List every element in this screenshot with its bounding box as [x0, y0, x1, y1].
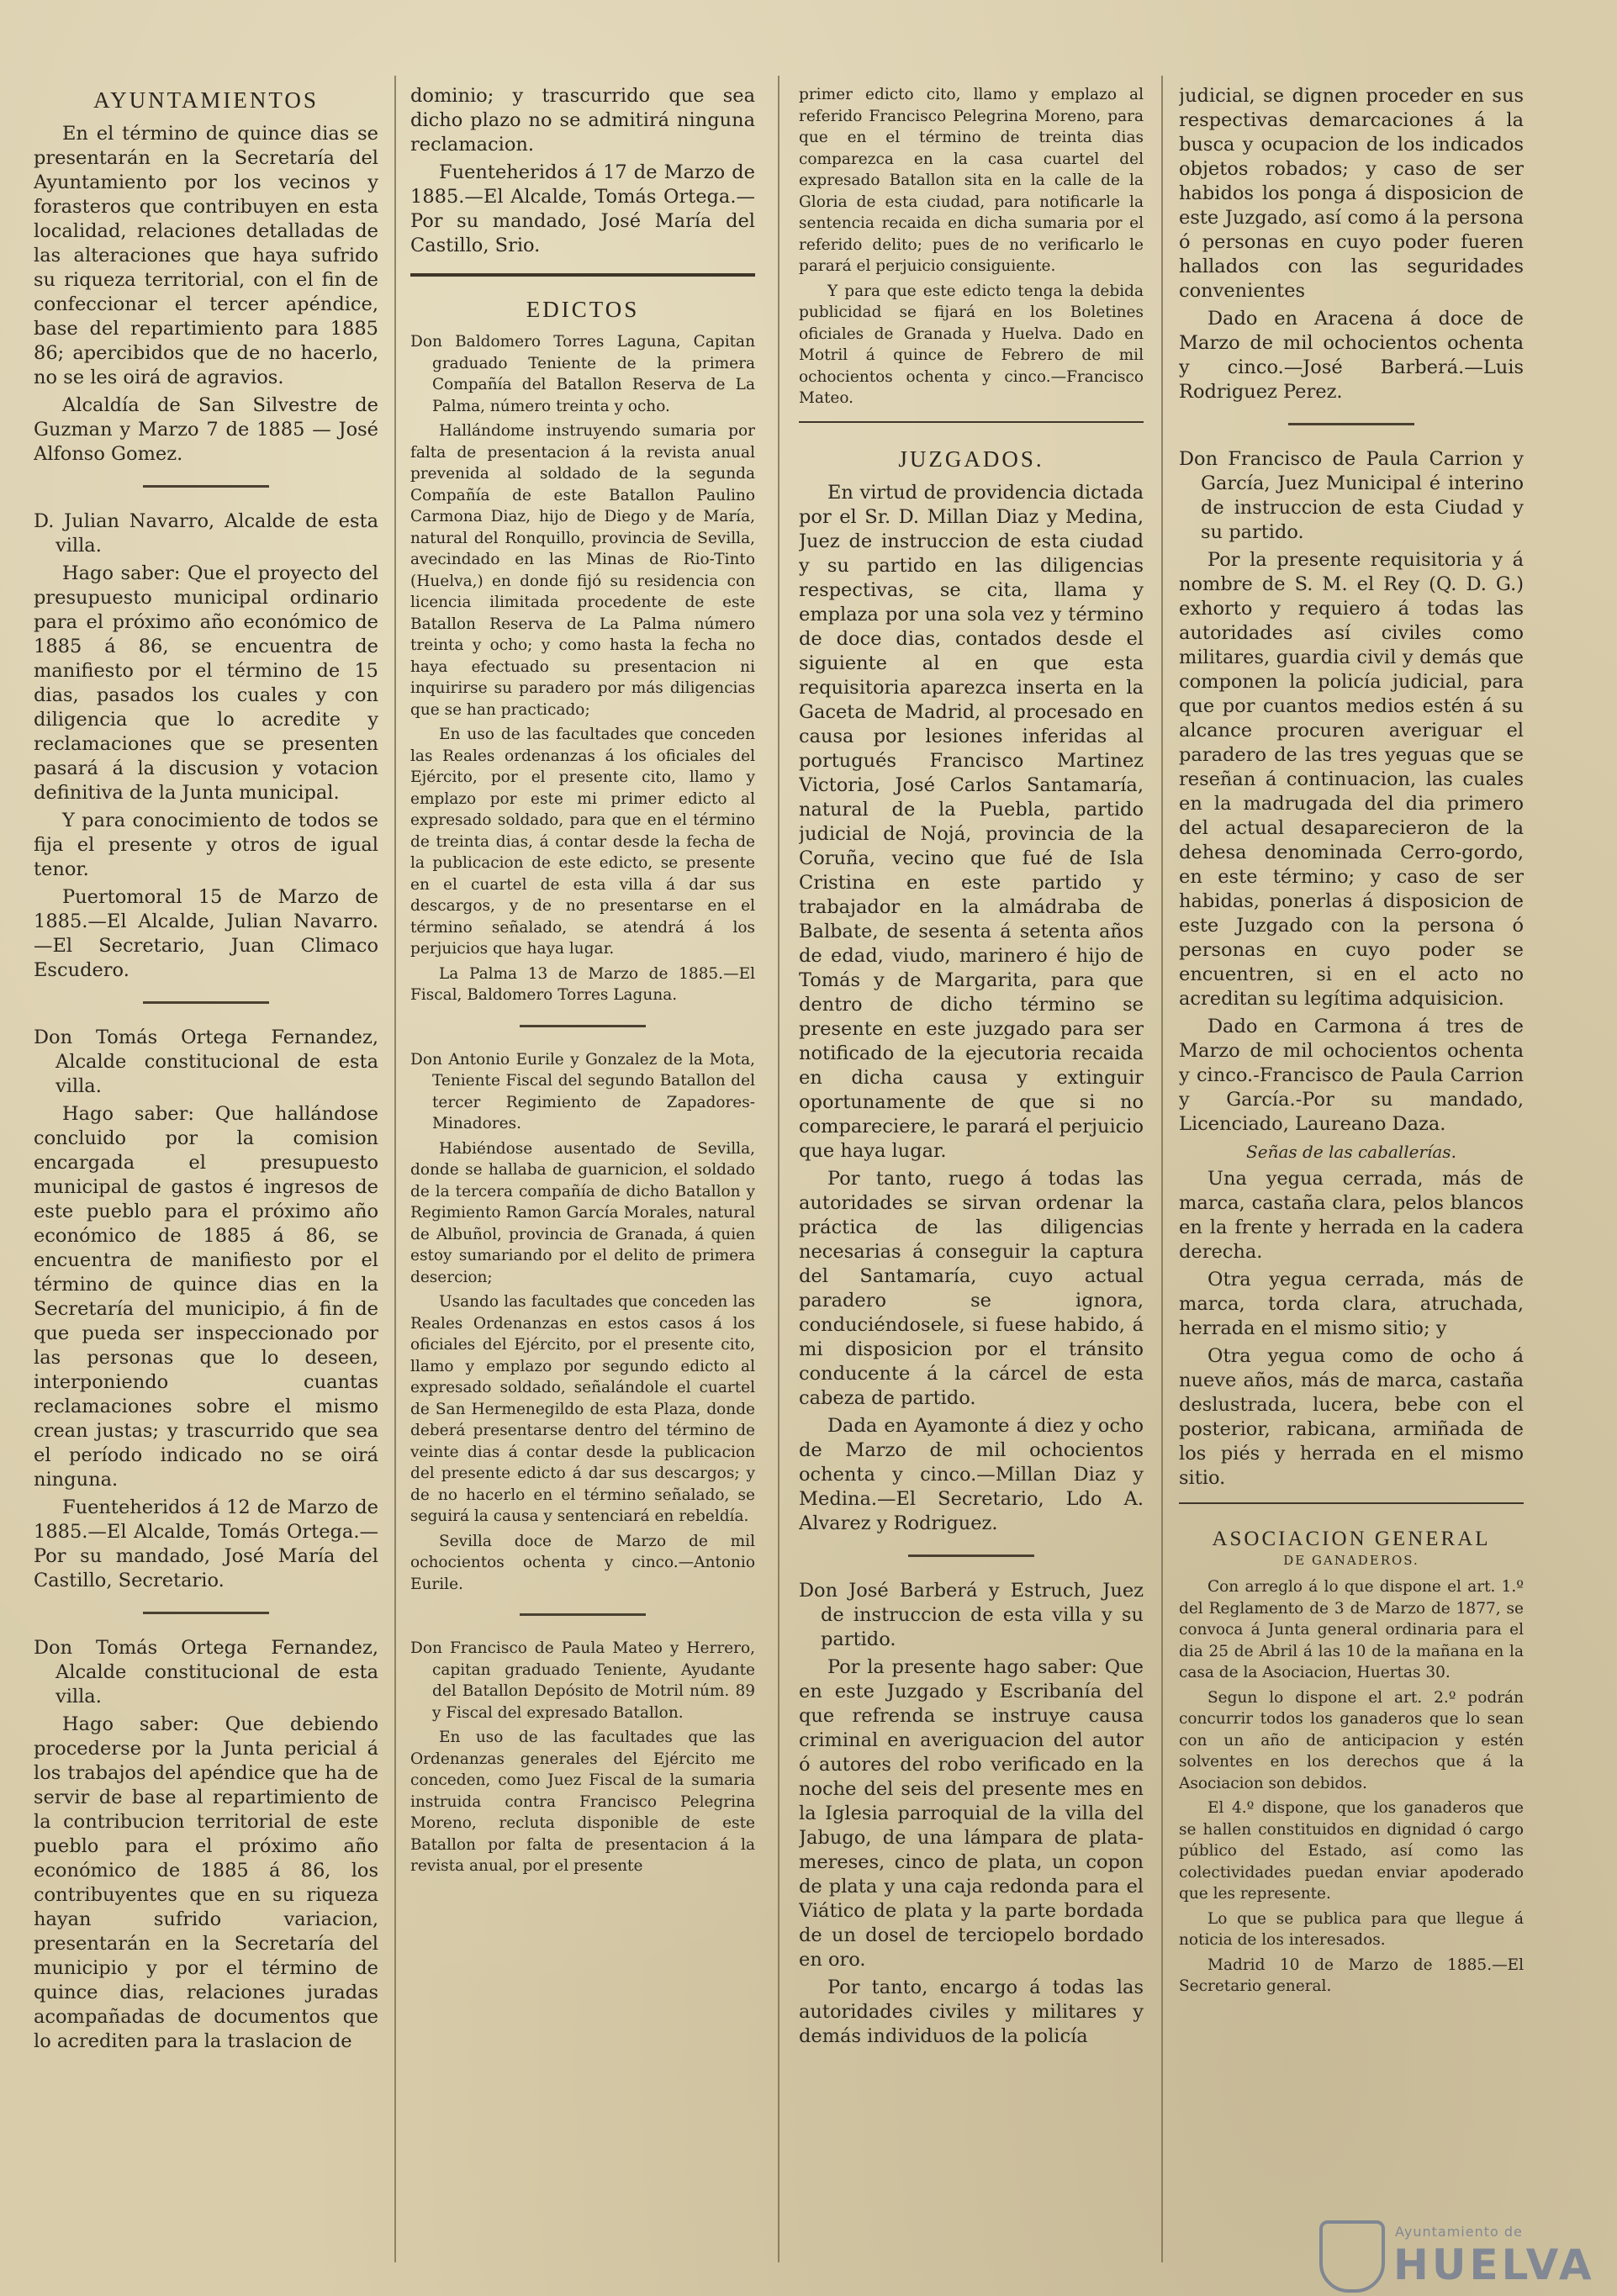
separator — [143, 485, 269, 488]
notice-heading: Don Tomás Ortega Fernandez, Alcalde constitucional de esta villa. — [34, 1637, 378, 1707]
paragraph: judicial, se dignen proceder en sus respectivas demarcaciones á la busca y ocupacion de los indicados objetos robados; y caso de ser habidos los ponga á disposicion de este Juzgado, así como á la persona ó personas en cuyo poder fueren hallados con las seguridades convenientes — [1179, 85, 1524, 302]
watermark-line: Ayuntamiento de — [1395, 2224, 1523, 2240]
paragraph: Habiéndose ausentado de Sevilla, donde se hallaba de guarnicion, el soldado de la tercera compañía de dicho Batallon y Regimiento Ramon García Morales, natural de Albuñol, provincia de Granada, á quien estoy sumariando por el delito de primera desercion; — [410, 1139, 755, 1286]
paragraph: Por la presente hago saber: Que en este Juzgado y Escribanía del que refrenda se instruye causa criminal en averiguacion del autor ó autores del robo verificado en la noche del seis del presente mes en la Iglesia parroquial de la villa del Jabugo, de una lámpara de plata-mereses, cinco de plata, un copon de plata y una caja redonda para el Viático de plata y la parte bordada de un dosel de terciopelo bordado en oro. — [799, 1655, 1144, 1971]
paragraph: Por tanto, ruego á todas las autoridades se sirvan ordenar la práctica de las diligencias necesarias á conseguir la captura del Santamaría, cuyo actual paradero se ignora, conduciéndosele, si fuese habido, á mi disposicion por el tránsito conducente á la cárcel de esta cabeza de partido. — [799, 1167, 1144, 1409]
paragraph: El 4.º dispone, que los ganaderos que se hallen constituidos en dignidad ó cargo público del Estado, así como las colectividades puedan enviar apoderado que les represente. — [1179, 1799, 1524, 1903]
column-rule — [778, 76, 779, 2262]
notice-heading: Don Tomás Ortega Fernandez, Alcalde constitucional de esta villa. — [34, 1027, 378, 1097]
paragraph: Por la presente requisitoria y á nombre de S. M. el Rey (Q. D. G.) exhorto y requiero á todas las autoridades así civiles como militares, guardia civil y demás que componen la policía judicial, para que por cuantos medios estén á su alcance procuren averiguar el paradero de las tres yeguas que se reseñan á continuacion, las cuales en la madrugada del dia primero del actual desaparecieron de la dehesa denominada Cerro-gordo, en este término; y caso de ser habidas, ponerlas á disposicion de este Juzgado con la persona ó personas en cuyo poder se encuentren, si en el acto no acreditan su legítima adquisicion. — [1179, 549, 1524, 1010]
section-rule — [799, 421, 1144, 423]
section-rule — [1179, 1502, 1524, 1504]
separator — [143, 1001, 269, 1004]
section-rule — [410, 273, 755, 277]
paragraph: Una yegua cerrada, más de marca, castaña clara, pelos blancos en la frente y herrada en la cadera derecha. — [1179, 1168, 1524, 1263]
paragraph: Hago saber: Que hallándose concluido por la comision encargada el presupuesto municipal de gastos é ingresos de este pueblo para el próximo año económico de 1885 á 86, se encuentra de manifiesto por el término de quince dias en la Secretaría del municipio, á fin de que pueda ser inspeccionado por las personas que lo deseen, interponiendo cuantas reclamaciones sobre el mismo crean justas; y trascurrido que sea el período indicado no se oirá ninguna. — [34, 1103, 378, 1491]
paragraph: Puertomoral 15 de Marzo de 1885.—El Alcalde, Julian Navarro.—El Secretario, Juan Climaco Escudero. — [34, 886, 378, 981]
edicto-1 — [410, 331, 755, 1006]
section-subheading: DE GANADEROS. — [1283, 1553, 1419, 1568]
paragraph: Hago saber: Que debiendo procederse por la Junta pericial á los trabajos del apéndice que ha de servir de base al repartimiento de la contribucion territorial de este pueblo para el próximo año económico de 1885 á 86, los contribuyentes que en su riqueza hayan sufrido variacion, presentarán en la Secretaría del municipio y por el término de quince dias, relaciones juradas acompañadas de documentos que lo acrediten para la traslacion de — [34, 1713, 378, 2052]
paragraph: Sevilla doce de Marzo de mil ochocientos ochenta y cinco.—Antonio Eurile. — [410, 1532, 755, 1593]
section-heading-asociacion: ASOCIACION GENERAL — [1212, 1528, 1491, 1550]
paragraph: Dado en Aracena á doce de Marzo de mil ochocientos ochenta y cinco.—José Barberá.—Luis Rodriguez Perez. — [1179, 308, 1524, 403]
notice-heading: D. Julian Navarro, Alcalde de esta villa. — [34, 510, 378, 557]
column-1 — [34, 84, 378, 2262]
notice-heading: Don Francisco de Paula Carrion y García, Juez Municipal é interino de instruccion de esta Ciudad y su partido. — [1179, 448, 1524, 543]
paragraph: Otra yegua cerrada, más de marca, torda clara, atruchada, herrada en el mismo sitio; y — [1179, 1269, 1524, 1339]
subheading-senas: Señas de las caballerías. — [1246, 1142, 1456, 1162]
notice-heading: Don Francisco de Paula Mateo y Herrero, capitan graduado Teniente, Ayudante del Batallon Depósito de Motril núm. 89 y Fiscal del expresado Batallon. — [410, 1639, 755, 1722]
paragraph: La Palma 13 de Marzo de 1885.—El Fiscal, Baldomero Torres Laguna. — [410, 964, 755, 1004]
separator — [520, 1613, 646, 1616]
separator — [908, 1554, 1034, 1557]
column-4 — [1179, 84, 1524, 2262]
separator — [520, 1025, 646, 1027]
paragraph: Dada en Ayamonte á diez y ocho de Marzo de mil ochocientos ochenta y cinco.—Millan Diaz y Medina.—El Secretario, Ldo A. Alvarez y Rodriguez. — [799, 1414, 1144, 1534]
paragraph: Alcaldía de San Silvestre de Guzman y Marzo 7 de 1885 — José Alfonso Gomez. — [34, 394, 378, 465]
paragraph: Fuenteheridos á 12 de Marzo de 1885.—El Alcalde, Tomás Ortega.—Por su mandado, José María del Castillo, Secretario. — [34, 1496, 378, 1591]
paragraph: En virtud de providencia dictada por el Sr. D. Millan Diaz y Medina, Juez de instruccion de esta ciudad y su partido en las diligencias respectivas, se cita, llama y emplaza por una sola vez y término de doce dias, contados desde el siguiente al en que esta requisitoria aparezca inserta en la Gaceta de Madrid, al procesado en causa por lesiones inferidas al portugués Francisco Martinez Victoria, José Carlos Santamaría, natural de la Puebla, partido judicial de Nojá, provincia de la Coruña, vecino que fué de Isla Cristina en este partido y trabajador en la almádraba de Balbate, de sesenta á setenta años de edad, viudo, marinero é hijo de Tomás y de Margarita, para que dentro de dicho término se presente en este juzgado para ser notificado de la ejecutoria recaida en dicha causa y extinguir oportunamente de que si no compareciere, le parará el perjuicio que haya lugar. — [799, 481, 1144, 1162]
paragraph: Fuenteheridos á 17 de Marzo de 1885.—El Alcalde, Tomás Ortega.—Por su mandado, José María del Castillo, Srio. — [410, 161, 755, 256]
paragraph: Madrid 10 de Marzo de 1885.—El Secretario general. — [1179, 1956, 1524, 1995]
paragraph: En el término de quince dias se presentarán en la Secretaría del Ayuntamiento por los vecinos y forasteros que contribuyen en esta localidad, relaciones detalladas de las alteraciones que haya sufrido su riqueza territorial, con el fin de confeccionar el tercer apéndice, base del repartimiento para 1885 86; apercibidos que de no hacerlo, no se les oirá de agravios. — [34, 123, 378, 388]
coat-of-arms-icon — [1319, 2220, 1385, 2293]
separator — [1288, 423, 1414, 425]
edicto-2 — [410, 1049, 755, 1596]
asociacion-notice — [1179, 1576, 1524, 1998]
paragraph: En uso de las facultades que las Ordenanzas generales del Ejército me conceden, como Juez Fiscal de la sumaria instruida contra Francisco Pelegrina Moreno, recluta disponible de este Batallon por falta de presentacion á la revista anual, por el presente — [410, 1729, 755, 1875]
paragraph: Otra yegua como de ocho á nueve años, más de marca, castaña deslustrada, lucera, bebe con el posterior, rabicana, armiñada de los piés y herrada en el mismo sitio. — [1179, 1345, 1524, 1489]
notice-heading: Don Antonio Eurile y Gonzalez de la Mota, Teniente Fiscal del segundo Batallon del tercer Regimiento de Zapadores-Minadores. — [410, 1050, 755, 1132]
paragraph: Dado en Carmona á tres de Marzo de mil ochocientos ochenta y cinco.-Francisco de Paula Carrion y García.-Por su mandado, Licenciado, Laureano Daza. — [1179, 1016, 1524, 1135]
notice-heading: Don Baldomero Torres Laguna, Capitan graduado Teniente de la primera Compañía del Batallon Reserva de La Palma, número treinta y ocho. — [410, 333, 755, 415]
edicto-3-continued — [799, 84, 1144, 409]
paragraph: Hago saber: Que el proyecto del presupuesto municipal ordinario para el próximo año económico de 1885 á 86, se encuentra de manifiesto por el término de 15 dias, pasados los cuales y con diligencia que lo acredite y reclamaciones que se presenten pasará á la discusion y votacion definitiva de la Junta municipal. — [34, 562, 378, 804]
paragraph: En uso de las facultades que conceden las Reales ordenanzas á los oficiales del Ejército, por el presente cito, llamo y emplazo por este mi primer edicto al expresado soldado, para que en el término de treinta dias, á contar desde la fecha de la publicacion de este edicto, se presente en el cuartel de esta villa á dar sus descargos, y de no presentarse en el término señalado, se atendrá á los perjuicios que haya lugar. — [410, 726, 755, 958]
section-heading-ayuntamientos: AYUNTAMIENTOS — [93, 87, 319, 113]
paragraph: Por tanto, encargo á todas las autoridades civiles y militares y demás individuos de la policía — [799, 1976, 1144, 2047]
column-3 — [799, 84, 1144, 2262]
paragraph: Usando las facultades que conceden las Reales Ordenanzas en estos casos á los oficiales del Ejército, por el presente cito, llamo y emplazo por segundo edicto al expresado soldado, señalándole el cuartel de San Hermenegildo de esta Plaza, donde deberá presentarse dentro del término de veinte dias á contar desde la publicacion del presente edicto á dar sus descargos; y de no hacerlo en el término señalado, se seguirá la causa y sentenciará en rebeldía. — [410, 1293, 755, 1525]
paragraph: Lo que se publica para que llegue á noticia de los interesados. — [1179, 1909, 1524, 1949]
paragraph: Con arreglo á lo que dispone el art. 1.º del Reglamento de 3 de Marzo de 1877, se convoca á Junta general ordinaria para el dia 25 de Abril á las 10 de la mañana en la casa de la Asociacion, Huertas 30. — [1179, 1578, 1524, 1681]
paragraph: Segun lo dispone el art. 2.º podrán concurrir todos los ganaderos que lo sean con un año de anticipacion y estén solventes en los derechos que á la Asociacion son debidos. — [1179, 1688, 1524, 1792]
paragraph: Y para conocimiento de todos se fija el presente y otros de igual tenor. — [34, 810, 378, 880]
notice-heading: Don José Barberá y Estruch, Juez de instruccion de esta villa y su partido. — [799, 1579, 1144, 1650]
paragraph: Hallándome instruyendo sumaria por falta de presentacion á la revista anual prevenida al soldado de la segunda Compañía de este Batallon Paulino Carmona Diaz, hijo de Diego y de María, natural del Ronquillo, provincia de Sevilla, avecindado en las Minas de Rio-Tinto (Huelva,) en donde fijó su residencia con licencia ilimitada procedente de este Batallon Reserva de La Palma número treinta y ocho; y como hasta la fecha no haya efectuado su presentacion ni inquirirse su paradero por más diligencias que se han practicado; — [410, 422, 755, 719]
archive-watermark — [1319, 2215, 1597, 2291]
column-2 — [410, 84, 755, 2262]
column-rule — [394, 76, 396, 2262]
edicto-3 — [410, 1638, 755, 1877]
section-heading-edictos: EDICTOS — [526, 297, 640, 322]
separator — [143, 1612, 269, 1614]
paragraph: primer edicto cito, llamo y emplazo al referido Francisco Pelegrina Moreno, para que en el término de treinta dias comparezca en la casa cuartel del expresado Batallon sita en la calle de la Gloria de esta ciudad, para notificarle la sentencia recaida en dicha sumaria por el referido delito; pues de no verificarlo le parará el perjuicio consiguiente. — [799, 86, 1144, 275]
paragraph: dominio; y trascurrido que sea dicho plazo no se admitirá ninguna reclamacion. — [410, 85, 755, 156]
paragraph: Y para que este edicto tenga la debida publicidad se fijará en los Boletines oficiales de Granada y Huelva. Dado en Motril á quince de Febrero de mil ochocientos ochenta y cinco.—Francisco Mateo. — [799, 282, 1144, 407]
section-heading-juzgados: JUZGADOS. — [898, 446, 1044, 472]
watermark-title: HUELVA — [1393, 2241, 1595, 2289]
column-rule — [1161, 76, 1163, 2262]
